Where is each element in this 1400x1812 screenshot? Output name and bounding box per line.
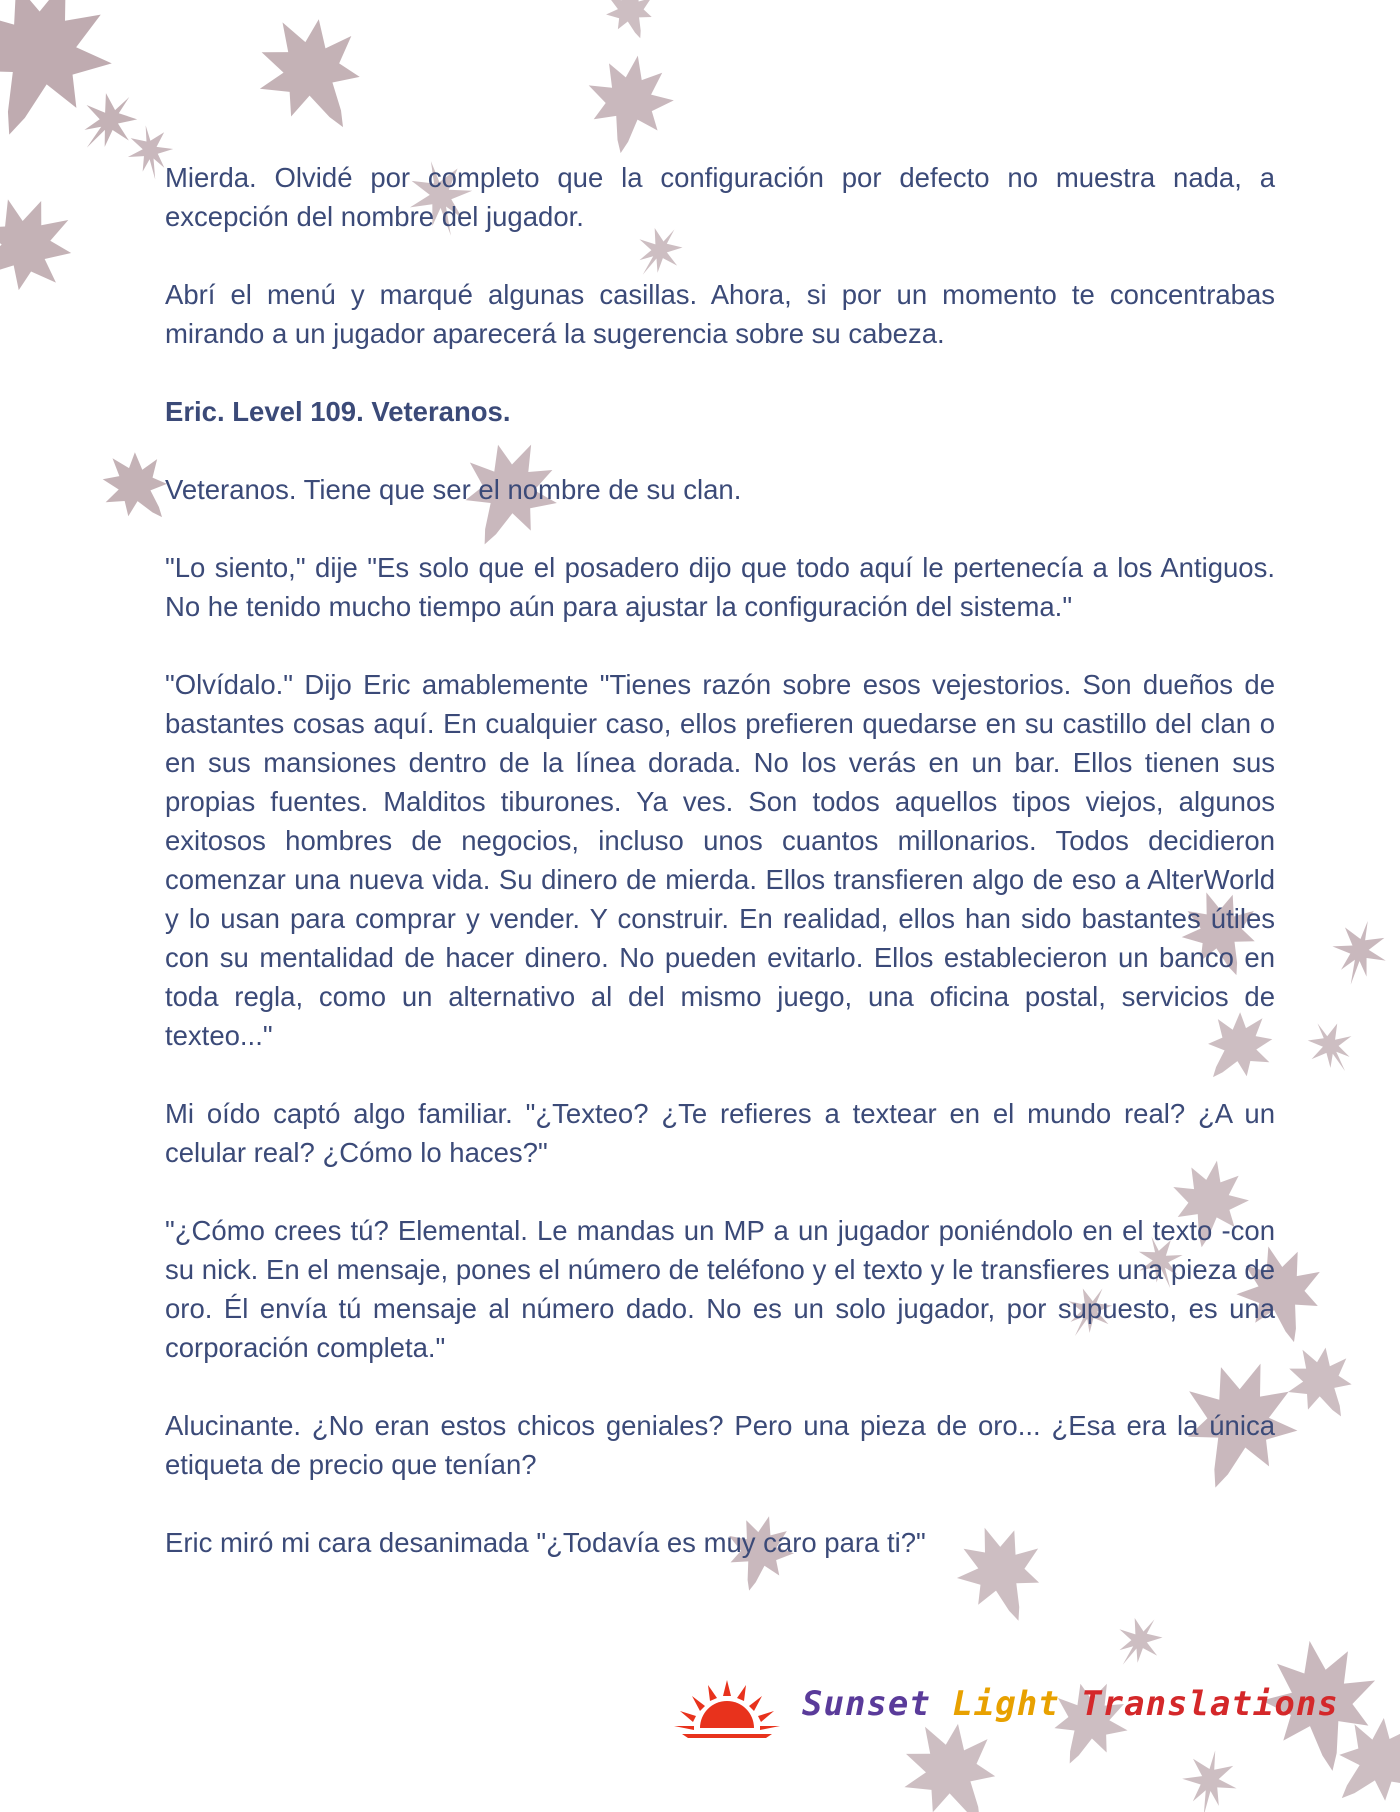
page-text <box>165 158 1275 1601</box>
paragraph: "Lo siento," dije "Es solo que el posadero dijo que todo aquí le pertenecía a los Antiguos. No he tenido mucho tiempo aún para ajustar la configuración del sistema." <box>165 552 1275 622</box>
logo-word-light: Light <box>952 1684 1060 1724</box>
paragraph: "¿Cómo crees tú? Elemental. Le mandas un MP a un jugador poniéndolo en el texto -con su nick. En el mensaje, pones el número de teléfono y el texto y le transfieres una pieza de oro. Él envía tú mensaje al número dado. No es un solo jugador, por supuesto, es una corporación completa." <box>165 1215 1275 1363</box>
logo-title <box>802 1684 1339 1724</box>
paragraph: Mi oído captó algo familiar. "¿Texteo? ¿Te refieres a textear en el mundo real? ¿A un celular real? ¿Cómo lo haces?" <box>165 1098 1275 1168</box>
paragraph: Abrí el menú y marqué algunas casillas. Ahora, si por un momento te concentrabas mirando a un jugador aparecerá la sugerencia sobre su cabeza. <box>165 279 1275 349</box>
paragraph: Veteranos. Tiene que ser el nombre de su clan. <box>165 474 742 505</box>
sunset-icon <box>672 1676 782 1746</box>
paragraph: Eric miró mi cara desanimada "¿Todavía es muy caro para ti?" <box>165 1527 926 1558</box>
paragraph: Mierda. Olvidé por completo que la configuración por defecto no muestra nada, a excepción del nombre del jugador. <box>165 162 1275 232</box>
player-tag-line: Eric. Level 109. Veteranos. <box>165 396 511 427</box>
logo-word-translations: Translations <box>1081 1684 1339 1724</box>
paragraph: Alucinante. ¿No eran estos chicos geniales? Pero una pieza de oro... ¿Esa era la única etiqueta de precio que tenían? <box>165 1410 1275 1480</box>
paragraph: "Olvídalo." Dijo Eric amablemente "Tienes razón sobre esos vejestorios. Son dueños de bastantes cosas aquí. En cualquier caso, ellos prefieren quedarse en su castillo del clan o en sus mansiones dentro de la línea dorada. No los verás en un bar. Ellos tienen sus propias fuentes. Malditos tiburones. Ya ves. Son todos aquellos tipos viejos, algunos exitosos hombres de negocios, incluso unos cuantos millonarios. Todos decidieron comenzar una nueva vida. Su dinero de mierda. Ellos transfieren algo de eso a AlterWorld y lo usan para comprar y vender. Y construir. En realidad, ellos han sido bastantes útiles con su mentalidad de hacer dinero. No pueden evitarlo. Ellos establecieron un banco en toda regla, como un alternativo al del mismo juego, una oficina postal, servicios de texteo..." <box>165 669 1275 1051</box>
logo-word-sunset: Sunset <box>802 1684 931 1724</box>
sunset-light-translations-logo <box>672 1676 1339 1746</box>
